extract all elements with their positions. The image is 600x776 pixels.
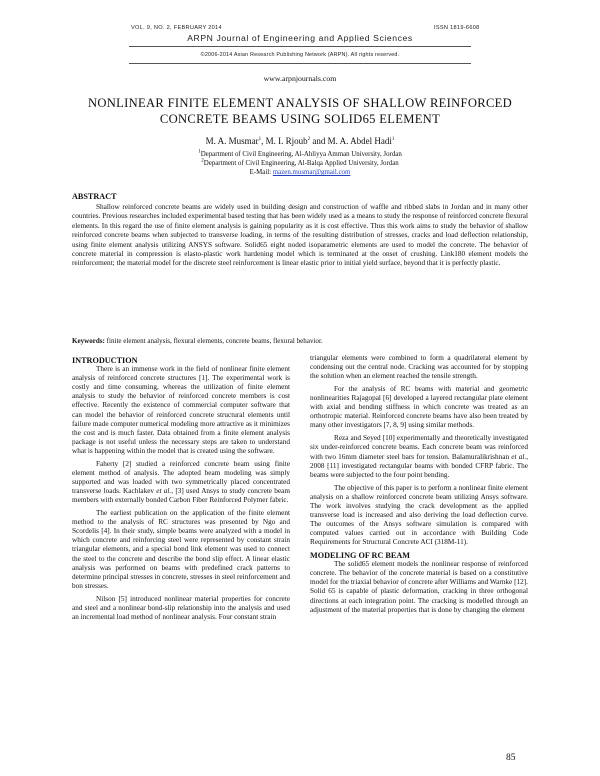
- abstract-text: Shallow reinforced concrete beams are widely used in building design and construction of waffle and ribbed slabs in Jordan and in many other countries. Previous researches included experimental based testing that has been widely used as a means to study the response of reinforced concrete flexural elements. In this regard the use of finite element analysis is gaining popularity as it is cost effective. Thus this work aims to study the behavior of shallow reinforced concrete beams when subjected to transverse loading, in terms of the resulting distribution of stresses, cracks and load deflection relationship, using finite element analysis utilizing ANSYS software. Solid65 eight noded isoparametric elements are used to model the concrete. The behavior of concrete material in compression is elasto-plastic work hardening model which is terminated at the onset of crushing. Link180 element models the reinforcement; the material model for the discrete steel reinforcement is linear elastic prior to initial yield surface, beyond that it is perfectly plastic.: [72, 203, 528, 268]
- intro-paragraph-7: The objective of this paper is to perform a nonlinear finite element analysis on a shallow reinforced concrete beam utilizing Ansys software. The work involves studying the crack development as the applied transverse load is increased and also deriving the load deflection curve. The outcomes of the Ansys software simulation is compared with computed values carried out in accordance with Building Code Requirements for Structural Concrete ACI (318M-11).: [310, 483, 528, 547]
- intro-paragraph-4: Nilson [5] introduced nonlinear material properties for concrete and steel and a nonlinear bond-slip relationship into the analysis and used an incremental load method of nonlinear analysis. Four constant strain: [72, 594, 290, 621]
- affiliation-1-mark: 1: [198, 149, 201, 155]
- contact-email: [0, 169, 600, 176]
- email-label: E-Mail:: [249, 169, 273, 176]
- issn: ISSN 1819-6608: [434, 25, 480, 31]
- affiliation-1: [0, 151, 600, 158]
- author-2-affiliation-mark: 2: [307, 137, 311, 142]
- intro-paragraph-2-start: Faherty [2] studied a reinforced concrete beam using finite element method of analysis. The adopted beam modeling was simply supported and was loaded with two symmetrically placed concentrated transverse loads. Kachlakev: [72, 459, 290, 496]
- volume-info: VOL. 9, NO. 2, FEBRUARY 2014: [131, 25, 222, 31]
- left-column: [72, 354, 290, 626]
- author-1: M. A. Musmar: [205, 136, 259, 146]
- intro-paragraph-6-etal: et al.: [511, 452, 527, 461]
- intro-paragraph-6-start: Reza and Seyed [10] experimentally and theoretically investigated six under-reinforced concrete beams. Each concrete beam was reinforced with two 16mm diameter steel bars for tension. Balamuralikrishnan: [310, 434, 528, 461]
- modeling-paragraph-1: The solid65 element models the nonlinear response of reinforced concrete. The behavior of the concrete material is based on a constitutive model for the triaxial behavior of concrete after Williams and Warnke [12]. Solid 65 is capable of plastic deformation, cracking in three orthogonal directions at each integration point. The cracking is modelled through an adjustment of the material properties that is done by changing the element: [310, 560, 528, 614]
- journal-name: ARPN Journal of Engineering and Applied Sciences: [187, 33, 413, 43]
- intro-paragraph-1: There is an immense work in the field of nonlinear finite element analysis of reinforced concrete structures [1]. The experimental work is costly and time consuming, whereas the utilization of finite element analysis to study the behavior of reinforced concrete members is cost effective. Recently the existence of commercial computer software that can model the behavior of reinforced concrete structural elements until failure made computer numerical modeling more attractive as it minimizes the cost and is much faster. Data obtained from a finite element analysis package is not useful unless the necessary steps are taken to understand what is happening within the model that is created using the software.: [72, 365, 290, 455]
- intro-paragraph-2-end: , [3] used Ansys to study concrete beam members with externally bonded Carbon Fiber Reinforced Polymer fabric.: [72, 487, 290, 505]
- intro-paragraph-2: [72, 460, 290, 505]
- right-column: [310, 354, 528, 619]
- paper-title: NONLINEAR FINITE ELEMENT ANALYSIS OF SHALLOW REINFORCED CONCRETE BEAMS USING SOLID65 ELEMENT: [87, 96, 513, 126]
- affiliation-1-text: Department of Civil Engineering, Al-Ahliyya Amman University, Jordan: [200, 151, 402, 158]
- keywords-label: Keywords:: [72, 337, 105, 345]
- intro-paragraph-6: [310, 434, 528, 479]
- intro-paragraph-3: The earliest publication on the application of the finite element method to the analysis of RC structures was presented by Ngo and Scordelis [4]. In their study, simple beams were analyzed with a model in which concrete and reinforcing steel were represented by constant strain triangular elements, and a special bond link element was used to connect the steel to the concrete and describe the bond slip effect. A linear elastic analysis was performed on beams with predefined crack patterns to determine principal stresses in concrete, stresses in steel reinforcement and bon stresses.: [72, 509, 290, 590]
- intro-paragraph-2-etal: et al.: [156, 487, 172, 496]
- author-3-affiliation-mark: 1: [391, 137, 395, 142]
- intro-paragraph-4-continued: triangular elements were combined to form a quadrilateral element by condensing out the central node. Cracking was accounted for by stopping the solution when an element reached the tensile strength.: [310, 354, 528, 381]
- keywords: [72, 337, 528, 345]
- affiliation-2-text: Department of Civil Engineering, Al-Balqa Applied University, Jordan: [203, 160, 399, 167]
- affiliation-2-mark: 2: [201, 158, 204, 164]
- email-link[interactable]: mazen.musmar@gmail.com: [272, 169, 351, 176]
- author-1-affiliation-mark: 1: [258, 137, 262, 142]
- intro-paragraph-5: For the analysis of RC beams with material and geometric nonlinearities Rajagopal [6] developed a layered rectangular plate element with axial and bending stiffness in which concrete was treated as an orthotropic material. Reinforced concrete beams have also been treated by many other investigators [7, 8, 9] using similar methods.: [310, 385, 528, 430]
- page-number: 85: [506, 752, 516, 763]
- abstract-heading: ABSTRACT: [72, 192, 117, 201]
- header-rule-top: [129, 46, 471, 47]
- author-list: [0, 136, 600, 146]
- copyright-notice: ©2006-2014 Asian Research Publishing Network (ARPN). All rights reserved.: [200, 52, 400, 58]
- intro-paragraph-6-end: , 2008 [11] investigated rectangular beams with bonded CFRP fabric. The beams were subjected to the four point bending.: [310, 452, 529, 479]
- header-rule-bottom: [129, 63, 471, 64]
- author-2: , M. I. Rjoub: [261, 136, 308, 146]
- journal-website: www.arpnjournals.com: [263, 74, 337, 83]
- affiliation-2: [0, 160, 600, 167]
- modeling-heading: MODELING OF RC BEAM: [310, 551, 410, 561]
- introduction-heading: INTRODUCTION: [72, 356, 138, 365]
- keywords-text: finite element analysis, flexural elements, concrete beams, flexural behavior.: [104, 337, 323, 345]
- author-3: and M. A. Abdel Hadi: [310, 136, 392, 146]
